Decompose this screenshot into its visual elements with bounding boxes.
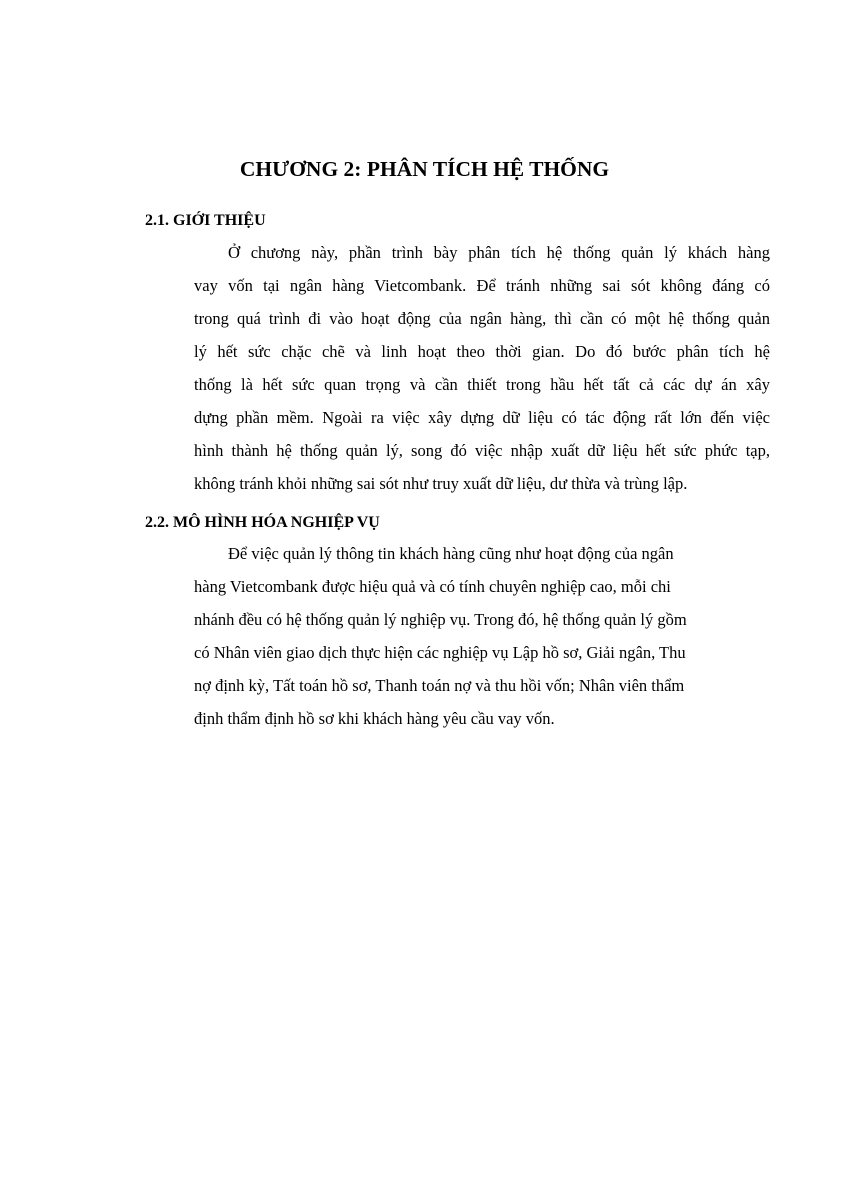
section-heading-introduction: 2.1. GIỚI THIỆU xyxy=(145,212,266,229)
paragraph-line: dựng phần mềm. Ngoài ra việc xây dựng dữ liệu có tác động rất lớn đến việc xyxy=(194,408,770,427)
paragraph-line: hình thành hệ thống quản lý, song đó việc nhập xuất dữ liệu hết sức phức tạp, xyxy=(194,441,770,460)
section-heading-business-modeling: 2.2. MÔ HÌNH HÓA NGHIỆP VỤ xyxy=(145,514,380,531)
business-modeling-paragraph xyxy=(194,537,784,735)
paragraph-line: nợ định kỳ, Tất toán hồ sơ, Thanh toán nợ và thu hồi vốn; Nhân viên thẩm xyxy=(194,676,685,695)
paragraph-line: hàng Vietcombank được hiệu quả và có tính chuyên nghiệp cao, mỗi chi xyxy=(194,577,671,596)
paragraph-line: định thẩm định hồ sơ khi khách hàng yêu cầu vay vốn. xyxy=(194,709,555,728)
paragraph-line: vay vốn tại ngân hàng Vietcombank. Để tránh những sai sót không đáng có xyxy=(194,276,770,295)
paragraph-line: Ở chương này, phần trình bày phân tích hệ thống quản lý khách hàng xyxy=(228,243,770,262)
paragraph-line: lý hết sức chặc chẽ và linh hoạt theo thời gian. Do đó bước phân tích hệ xyxy=(194,342,770,361)
paragraph-line: nhánh đều có hệ thống quản lý nghiệp vụ. Trong đó, hệ thống quản lý gồm xyxy=(194,610,687,629)
chapter-title: CHƯƠNG 2: PHÂN TÍCH HỆ THỐNG xyxy=(239,157,610,181)
paragraph-line: thống là hết sức quan trọng và cần thiết trong hầu hết tất cả các dự án xây xyxy=(194,375,770,394)
paragraph-line: Để việc quản lý thông tin khách hàng cũng như hoạt động của ngân xyxy=(228,544,674,563)
paragraph-line: không tránh khỏi những sai sót như truy xuất dữ liệu, dư thừa và trùng lập. xyxy=(194,474,688,493)
paragraph-line: có Nhân viên giao dịch thực hiện các nghiệp vụ Lập hồ sơ, Giải ngân, Thu xyxy=(194,643,686,662)
paragraph-line: trong quá trình đi vào hoạt động của ngân hàng, thì cần có một hệ thống quản xyxy=(194,309,770,328)
introduction-paragraph xyxy=(194,236,770,500)
